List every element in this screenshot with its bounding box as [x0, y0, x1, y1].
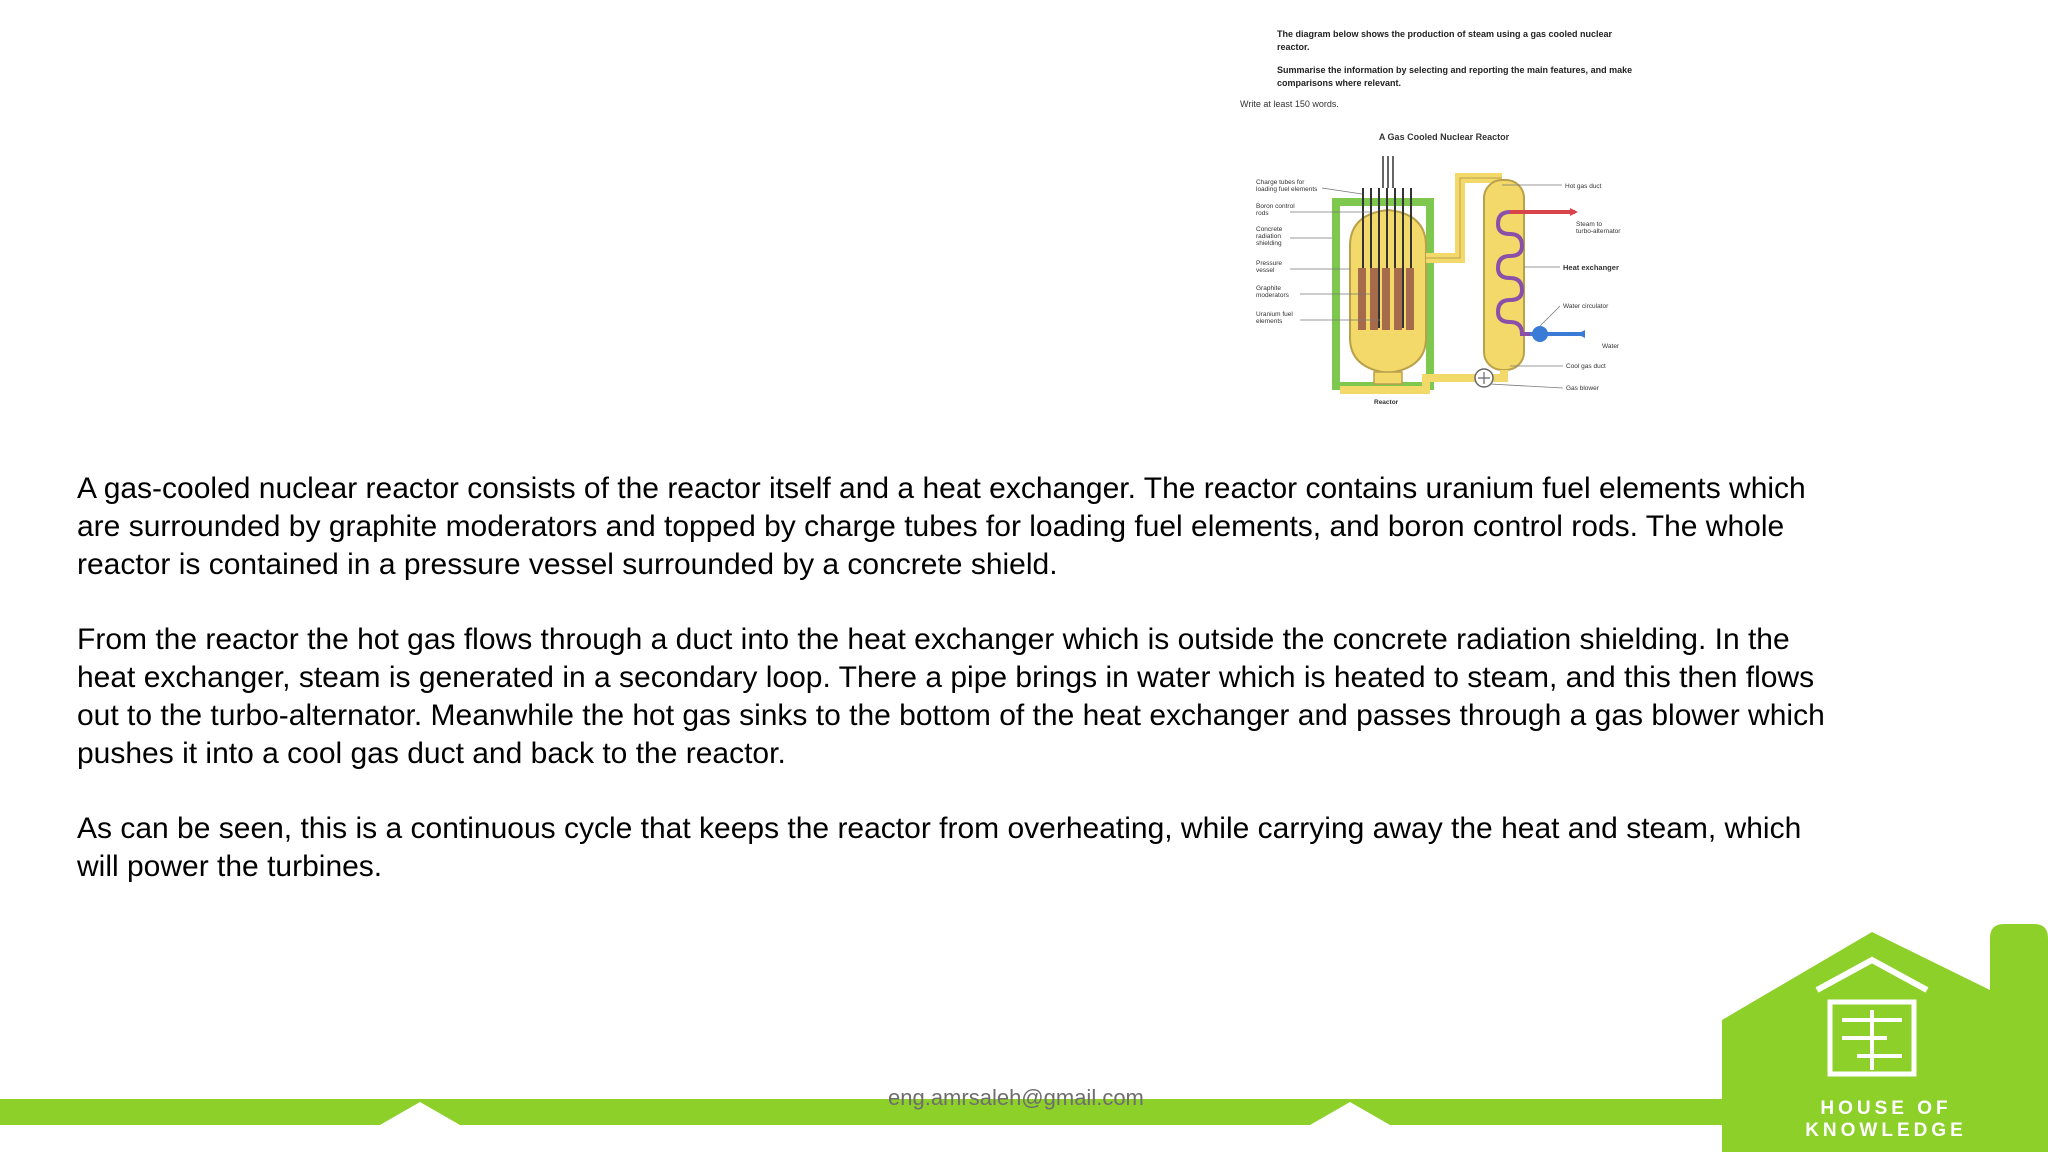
label-concrete: Concrete [1256, 226, 1283, 233]
label-concrete-2: radiation [1256, 233, 1281, 240]
label-graphite-2: moderators [1256, 292, 1289, 299]
footer-email: eng.amrsaleh@gmail.com [888, 1085, 1144, 1110]
steam-arrow-icon [1570, 208, 1578, 216]
task-word-count-note: Write at least 150 words. [1240, 99, 1339, 109]
label-charge-tubes: Charge tubes for [1256, 179, 1305, 186]
task-instruction-line: The diagram below shows the production of steam using a gas cooled nuclear [1277, 29, 1613, 39]
footer-chevrons [0, 1090, 1730, 1130]
label-graphite: Graphite [1256, 285, 1281, 292]
essay-paragraph: A gas-cooled nuclear reactor consists of the reactor itself and a heat exchanger. The reactor contains uranium fuel elements which are surrounded by graphite moderators and topped by charge tubes for loading fuel elements, and boron control rods. The whole reactor is contained in a pressure vessel surrounded by a concrete shield. [77, 472, 1806, 581]
logo-text: HOUSE OF KNOWLEDGE [1805, 1098, 1967, 1141]
diagram-title: A Gas Cooled Nuclear Reactor [1378, 132, 1510, 142]
essay-paragraph: As can be seen, this is a continuous cycle that keeps the reactor from overheating, while carrying away the heat and steam, which will power the turbines. [77, 812, 1802, 883]
label-uranium: Uranium fuel [1256, 311, 1293, 318]
vessel-outlet [1374, 372, 1402, 384]
label-pressure-vessel-2: vessel [1256, 267, 1275, 274]
label-boron-rods: Boron control [1256, 203, 1295, 210]
essay-body [77, 470, 1837, 923]
label-water-circulator: Water circulator [1563, 303, 1609, 310]
reactor-diagram [1240, 128, 1660, 408]
label-heat-exchanger: Heat exchanger [1563, 263, 1619, 272]
task-instruction-line: reactor. [1277, 42, 1310, 52]
charge-tubes [1383, 156, 1393, 188]
label-charge-tubes-2: loading fuel elements [1256, 186, 1318, 193]
label-steam: Steam to [1576, 221, 1603, 228]
label-reactor: Reactor [1374, 399, 1399, 406]
task-prompt [1240, 28, 1660, 111]
label-hot-gas-duct: Hot gas duct [1565, 183, 1602, 190]
water-circulator-icon [1532, 326, 1548, 342]
label-cool-gas-duct: Cool gas duct [1566, 363, 1606, 370]
label-pressure-vessel: Pressure [1256, 260, 1283, 267]
label-uranium-2: elements [1256, 318, 1283, 325]
essay-paragraph: From the reactor the hot gas flows through a duct into the heat exchanger which is outside the concrete radiation shielding. In the heat exchanger, steam is generated in a secondary loop. There a pipe brings in water which is heated to steam, and this then flows out to the turbo-alternator. Meanwhile the hot gas sinks to the bottom of the heat exchanger and passes through a gas blower which pushes it into a cool gas duct and back to the reactor. [77, 623, 1825, 770]
label-gas-blower: Gas blower [1566, 385, 1599, 392]
task-instruction-line: Summarise the information by selecting and reporting the main features, and make [1277, 65, 1633, 75]
label-boron-rods-2: rods [1256, 210, 1269, 217]
label-concrete-3: shielding [1256, 240, 1282, 247]
water-arrow-icon [1577, 330, 1585, 338]
label-steam-2: turbo-alternator [1576, 228, 1621, 235]
task-instruction-line: comparisons where relevant. [1277, 78, 1402, 88]
left-labels [1256, 179, 1318, 325]
label-water: Water [1602, 343, 1620, 350]
